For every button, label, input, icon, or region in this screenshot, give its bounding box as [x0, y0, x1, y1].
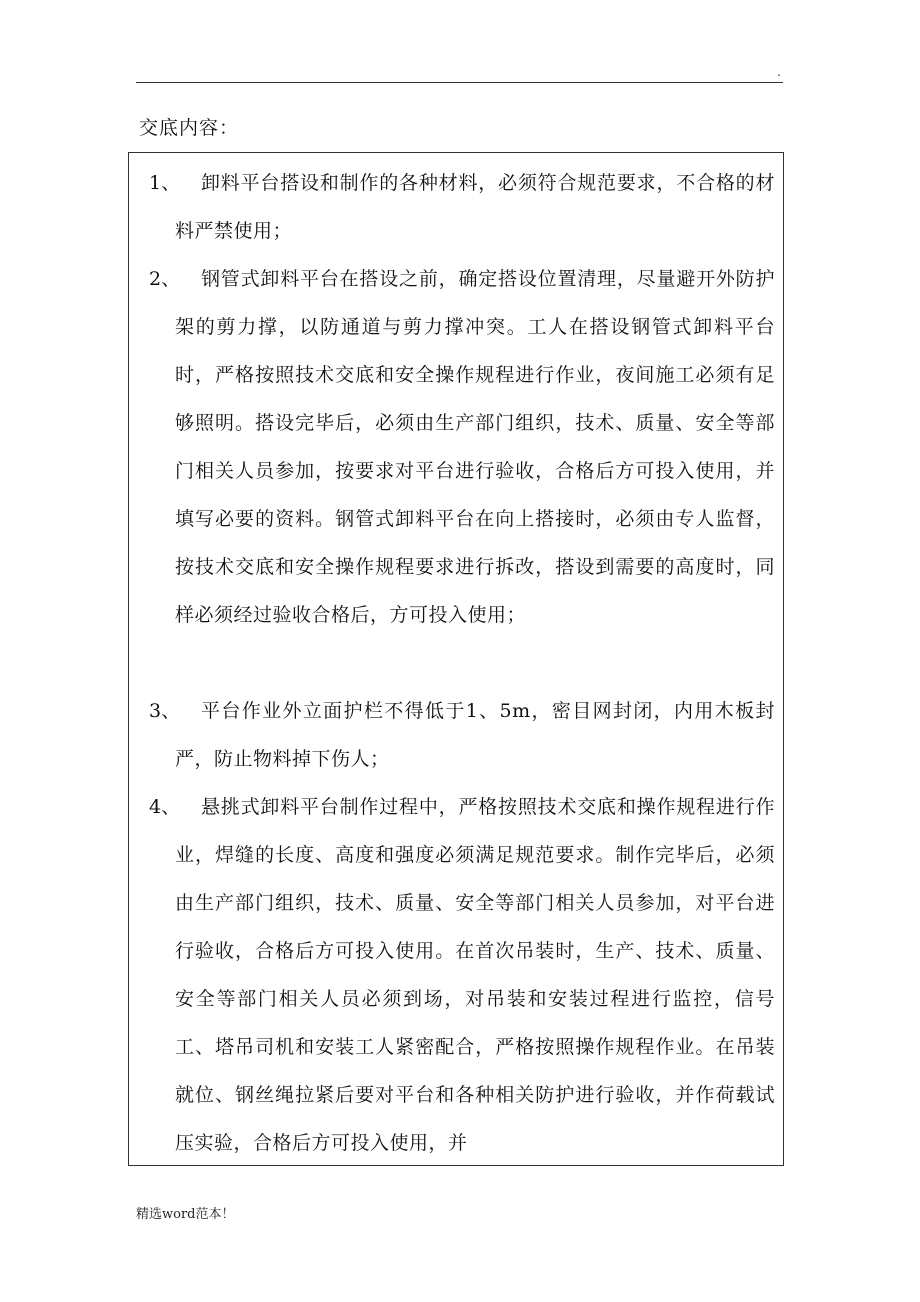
header-dot: .: [777, 65, 781, 79]
item-number: 3、: [149, 700, 181, 722]
item-number: 1、: [149, 172, 181, 194]
footer-text: 精选word范本！: [136, 1207, 235, 1222]
item-text: 卸料平台搭设和制作的各种材料，必须符合规范要求，不合格的材料严禁使用；: [175, 172, 775, 242]
header-rule: [136, 82, 783, 83]
item-number: 4、: [149, 796, 181, 818]
content-box: [128, 152, 784, 1166]
section-label: 交底内容：: [139, 117, 240, 139]
item-text: 钢管式卸料平台在搭设之前，确定搭设位置清理，尽量避开外防护架的剪力撑，以防通道与剪力撑冲突。工人在搭设钢管式卸料平台时，严格按照技术交底和安全操作规程进行作业，夜间施工必须有足够照明。搭设完毕后，必须由生产部门组织，技术、质量、安全等部门相关人员参加，按要求对平台进行验收，合格后方可投入使用，并填写必要的资料。钢管式卸料平台在向上搭接时，必须由专人监督，按技术交底和安全操作规程要求进行拆改，搭设到需要的高度时，同样必须经过验收合格后，方可投入使用；: [175, 268, 775, 626]
item-text: 平台作业外立面护栏不得低于1、5m，密目网封闭，内用木板封严，防止物料掉下伤人；: [175, 700, 775, 770]
item-text: 悬挑式卸料平台制作过程中，严格按照技术交底和操作规程进行作业，焊缝的长度、高度和强度必须满足规范要求。制作完毕后，必须由生产部门组织，技术、质量、安全等部门相关人员参加，对平台进行验收，合格后方可投入使用。在首次吊装时，生产、技术、质量、安全等部门相关人员必须到场，对吊装和安装过程进行监控，信号工、塔吊司机和安装工人紧密配合，严格按照操作规程作业。在吊装就位、钢丝绳拉紧后要对平台和各种相关防护进行验收，并作荷载试压实验，合格后方可投入使用，并: [175, 796, 775, 1154]
item-number: 2、: [149, 268, 181, 290]
